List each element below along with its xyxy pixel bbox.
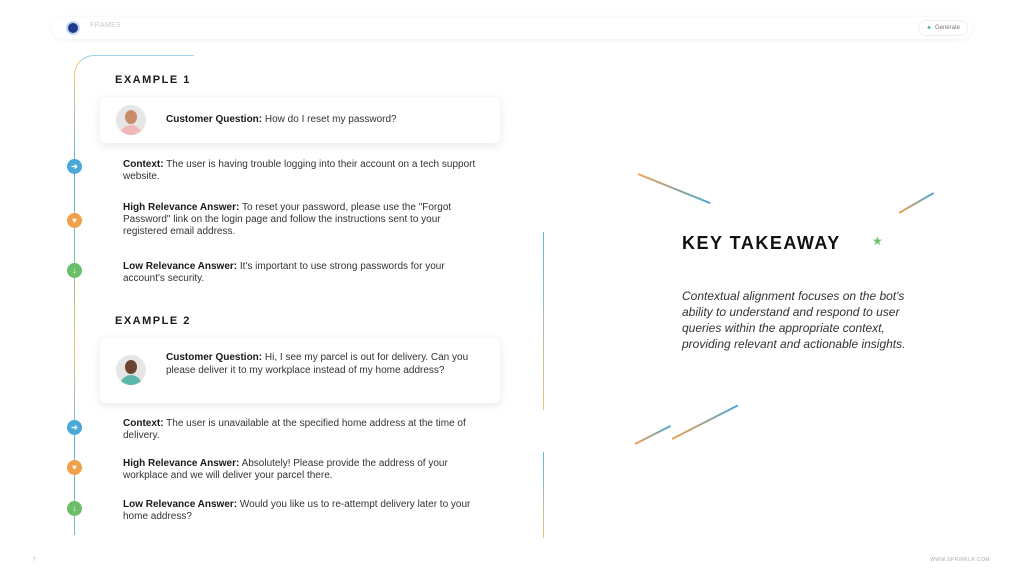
example-2-question-card xyxy=(100,338,500,403)
example-1-context: Context: The user is having trouble logging into their account on a tech support website. xyxy=(123,159,476,182)
decor-streak xyxy=(635,425,672,445)
brand-text: FRAMES xyxy=(90,22,121,29)
arrow-down-icon: ↓ xyxy=(67,263,82,278)
arrow-down-icon: ↓ xyxy=(67,501,82,516)
key-takeaway-title: KEY TAKEAWAY xyxy=(682,233,841,253)
example-2-high-relevance: High Relevance Answer: Absolutely! Please provide the address of your workplace and we will deliver your parcel there. xyxy=(123,458,448,481)
generate-label: Generate xyxy=(934,25,960,31)
star-icon: ★ xyxy=(872,234,883,248)
example-2-heading: EXAMPLE 2 xyxy=(115,315,191,327)
key-takeaway-body: Contextual alignment focuses on the bot's ability to understand and respond to user queries within the appropriate context, providing relevant and actionable insights. xyxy=(682,289,906,351)
example-2-context: Context: The user is unavailable at the specified home address at the time of delivery. xyxy=(123,418,466,441)
decor-streak xyxy=(672,405,739,440)
customer-avatar xyxy=(116,105,146,135)
decor-streak xyxy=(638,173,711,204)
page-number: 7 xyxy=(33,557,36,563)
generate-button[interactable] xyxy=(918,20,968,36)
decor-streak xyxy=(899,192,935,214)
column-divider-bottom xyxy=(543,452,544,538)
arrow-right-icon: ➜ xyxy=(67,159,82,174)
top-bar xyxy=(52,17,972,39)
example-1-question: Customer Question: How do I reset my password? xyxy=(166,114,397,125)
example-2-low-relevance: Low Relevance Answer: Would you like us to re-attempt delivery later to your home address? xyxy=(123,499,471,522)
column-divider-top xyxy=(543,232,544,410)
example-1-high-relevance: High Relevance Answer: To reset your password, please use the "Forgot Password" link on the login page and follow the instructions sent to your registered email address. xyxy=(123,202,452,237)
logo-icon xyxy=(66,21,80,35)
sparkle-icon: ✦ xyxy=(926,25,932,32)
example-1-question-card xyxy=(100,97,500,143)
arrow-right-icon: ➜ xyxy=(67,420,82,435)
customer-avatar xyxy=(116,355,146,385)
heart-icon: ♥ xyxy=(67,460,82,475)
example-1-low-relevance: Low Relevance Answer: It's important to use strong passwords for your account's security. xyxy=(123,261,445,284)
example-1-heading: EXAMPLE 1 xyxy=(115,74,191,86)
example-2-question: Customer Question: Hi, I see my parcel is out for delivery. Can you please deliver it to my workplace instead of my home address? xyxy=(166,352,469,376)
heart-icon: ♥ xyxy=(67,213,82,228)
footer-site: WWW.SPRINKLR.COM xyxy=(930,557,990,563)
